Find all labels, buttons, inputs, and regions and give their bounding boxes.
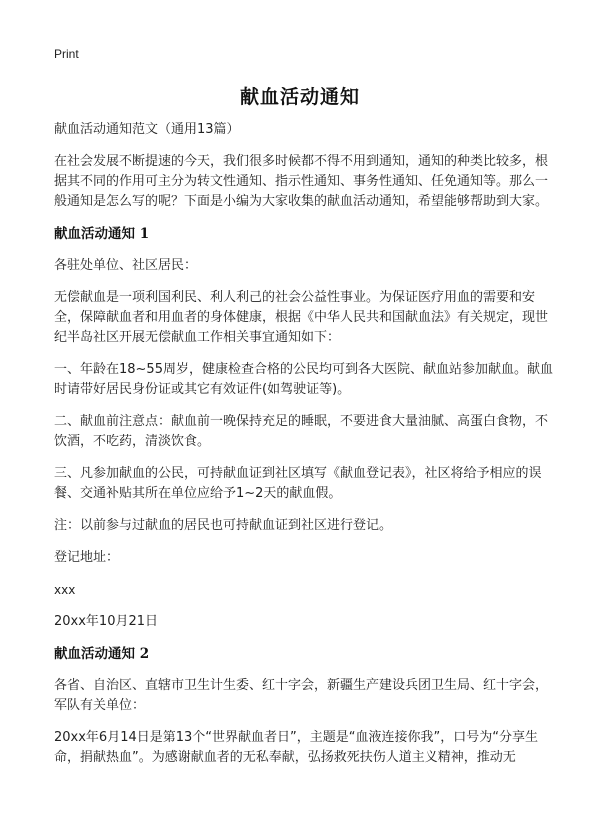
- address-label: 登记地址：: [54, 550, 120, 565]
- section-heading-2: 献血活动通知 2: [54, 646, 150, 662]
- document-body: [54, 120, 554, 780]
- salutation-2: 各省、自治区、直辖市卫生计生委、红十字会，新疆生产建设兵团卫生局、红十字会，军队有关单位：: [54, 678, 549, 713]
- document-subtitle: 献血活动通知范文（通用13篇）: [54, 122, 240, 137]
- intro-paragraph: 在社会发展不断提速的今天，我们很多时候都不得不用到通知，通知的种类比较多，根据其不同的作用可主分为转文性通知、指示性通知、事务性通知、任免通知等。那么一般通知是怎么写的呢？下面是小编为大家收集的献血活动通知，希望能够帮助到大家。: [54, 154, 549, 209]
- paragraph-1-4: 三、凡参加献血的公民，可持献血证到社区填写《献血登记表》，社区将给予相应的误餐、交通补贴其所在单位应给予1~2天的献血假。: [54, 466, 542, 501]
- paragraph-1-1: 无偿献血是一项利国利民、利人利己的社会公益性事业。为保证医疗用血的需要和安全，保障献血者和用血者的身体健康，根据《中华人民共和国献血法》有关规定，现世纪半岛社区开展无偿献血工作相关事宜通知如下：: [54, 290, 549, 345]
- section-heading-1: 献血活动通知 1: [54, 226, 150, 242]
- paragraph-1-2: 一、年龄在18~55周岁，健康检查合格的公民均可到各大医院、献血站参加献血。献血时请带好居民身份证或其它有效证件(如驾驶证等)。: [54, 362, 553, 397]
- notice-date: 20xx年10月21日: [54, 614, 159, 629]
- paragraph-1-5: 注：以前参与过献血的居民也可持献血证到社区进行登记。: [54, 518, 393, 533]
- print-link[interactable]: Print: [54, 47, 79, 61]
- address-value: xxx: [54, 583, 76, 597]
- salutation-1: 各驻处单位、社区居民：: [54, 258, 198, 273]
- paragraph-1-3: 二、献血前注意点：献血前一晚保持充足的睡眠，不要进食大量油腻、高蛋白食物，不饮酒，不吃药，清淡饮食。: [54, 414, 549, 449]
- paragraph-2-1: 20xx年6月14日是第13个“世界献血者日”，主题是“血液连接你我”，口号为“分享生命，捐献热血”。为感谢献血者的无私奉献，弘扬救死扶伤人道主义精神，推动无: [54, 730, 538, 765]
- page-title: 献血活动通知: [239, 86, 360, 108]
